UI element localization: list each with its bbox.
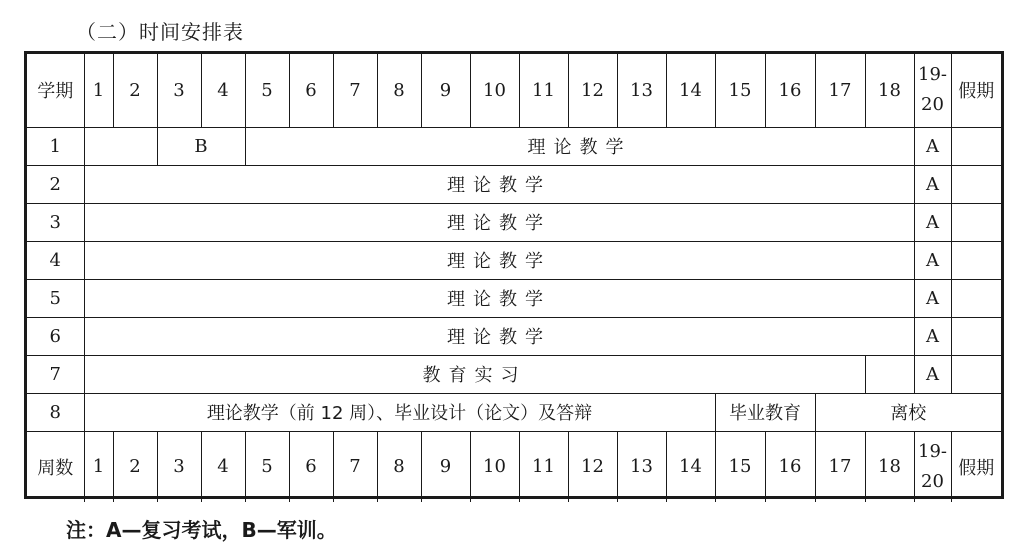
- week-header-cell: 11: [519, 54, 568, 127]
- exam-cell: A: [914, 279, 951, 317]
- week-header-cell: 18: [865, 54, 914, 127]
- week-footer-cell: 10: [470, 431, 519, 502]
- week-19-20-bottom: 20: [921, 94, 944, 116]
- teaching-practice-cell: 教育实习: [84, 355, 865, 393]
- week-footer-cell: 16: [765, 431, 815, 502]
- week-footer-cell: 1: [84, 431, 113, 502]
- empty-cell: [84, 127, 157, 165]
- week-19-20-bottom: 20: [921, 470, 944, 492]
- term-number-cell: 1: [27, 127, 84, 165]
- vacation-cell: [951, 241, 1001, 279]
- term-row: [27, 127, 1001, 165]
- week-19-20-top: 19-: [918, 64, 947, 86]
- exam-cell: A: [914, 241, 951, 279]
- term-row: [27, 317, 1001, 355]
- week-footer-cell: 18: [865, 431, 914, 502]
- week-footer-cell: 4: [201, 431, 245, 502]
- vacation-cell: [951, 317, 1001, 355]
- week-header-cell: 12: [568, 54, 617, 127]
- week-footer-cell: 12: [568, 431, 617, 502]
- term-row: [27, 279, 1001, 317]
- section-heading: （二）时间安排表: [76, 20, 244, 44]
- empty-cell: [865, 355, 914, 393]
- graduation-education-cell: 毕业教育: [715, 393, 815, 431]
- week-header-cell: 10: [470, 54, 519, 127]
- week-header-cell: 3: [157, 54, 201, 127]
- header-term-label: 学期: [27, 54, 84, 127]
- week-footer-cell: 2: [113, 431, 157, 502]
- leave-school-cell: 离校: [815, 393, 1001, 431]
- legend-note: 注：A—复习考试，B—军训。: [66, 518, 337, 542]
- week-header-cell: 8: [377, 54, 421, 127]
- week-footer-cell: 3: [157, 431, 201, 502]
- vacation-cell: [951, 127, 1001, 165]
- exam-cell: A: [914, 203, 951, 241]
- header-row: [27, 54, 1001, 127]
- week-header-cell: 13: [617, 54, 666, 127]
- week-header-cell: 6: [289, 54, 333, 127]
- week-header-cell: 17: [815, 54, 865, 127]
- term-number-cell: 6: [27, 317, 84, 355]
- week-footer-cell: 17: [815, 431, 865, 502]
- week-19-20-top: 19-: [918, 440, 947, 462]
- week-footer-cell: 11: [519, 431, 568, 502]
- theory-teaching-cell: 理论教学: [84, 317, 914, 355]
- term-row: [27, 203, 1001, 241]
- military-training-cell: B: [157, 127, 245, 165]
- term-number-cell: 5: [27, 279, 84, 317]
- week-header-cell: 5: [245, 54, 289, 127]
- week-19-20-header-cell: [914, 54, 951, 127]
- week-footer-cell: 15: [715, 431, 765, 502]
- vacation-footer-cell: 假期: [951, 431, 1001, 502]
- term-row: [27, 165, 1001, 203]
- week-footer-cell: 13: [617, 431, 666, 502]
- exam-cell: A: [914, 317, 951, 355]
- week-header-cell: 9: [421, 54, 470, 127]
- week-header-cell: 7: [333, 54, 377, 127]
- theory-teaching-cell: 理论教学: [84, 203, 914, 241]
- theory-teaching-cell: 理论教学: [84, 241, 914, 279]
- exam-cell: A: [914, 355, 951, 393]
- term-row: [27, 355, 1001, 393]
- term-number-cell: 7: [27, 355, 84, 393]
- theory-teaching-cell: 理论教学: [84, 165, 914, 203]
- week-header-cell: 14: [666, 54, 715, 127]
- term-number-cell: 2: [27, 165, 84, 203]
- vacation-cell: [951, 203, 1001, 241]
- term-number-cell: 8: [27, 393, 84, 431]
- week-header-cell: 4: [201, 54, 245, 127]
- exam-cell: A: [914, 127, 951, 165]
- theory-teaching-cell: 理论教学: [84, 279, 914, 317]
- vacation-cell: [951, 165, 1001, 203]
- schedule-table-frame: [24, 51, 1004, 499]
- vacation-cell: [951, 355, 1001, 393]
- schedule-table: [27, 54, 1001, 502]
- term-number-cell: 4: [27, 241, 84, 279]
- week-footer-cell: 5: [245, 431, 289, 502]
- term-number-cell: 3: [27, 203, 84, 241]
- vacation-header-cell: 假期: [951, 54, 1001, 127]
- term-row: [27, 393, 1001, 431]
- week-footer-cell: 6: [289, 431, 333, 502]
- footer-weeks-label: 周数: [27, 431, 84, 502]
- week-footer-cell: 9: [421, 431, 470, 502]
- week-19-20-footer-cell: [914, 431, 951, 502]
- term-row: [27, 241, 1001, 279]
- vacation-cell: [951, 279, 1001, 317]
- week-header-cell: 16: [765, 54, 815, 127]
- theory-teaching-cell: 理论教学: [245, 127, 914, 165]
- graduation-design-cell: 理论教学（前 12 周）、毕业设计（论文）及答辩: [84, 393, 715, 431]
- week-footer-cell: 7: [333, 431, 377, 502]
- week-footer-cell: 14: [666, 431, 715, 502]
- exam-cell: A: [914, 165, 951, 203]
- week-header-cell: 1: [84, 54, 113, 127]
- week-header-cell: 15: [715, 54, 765, 127]
- week-header-cell: 2: [113, 54, 157, 127]
- week-footer-cell: 8: [377, 431, 421, 502]
- footer-row: [27, 431, 1001, 502]
